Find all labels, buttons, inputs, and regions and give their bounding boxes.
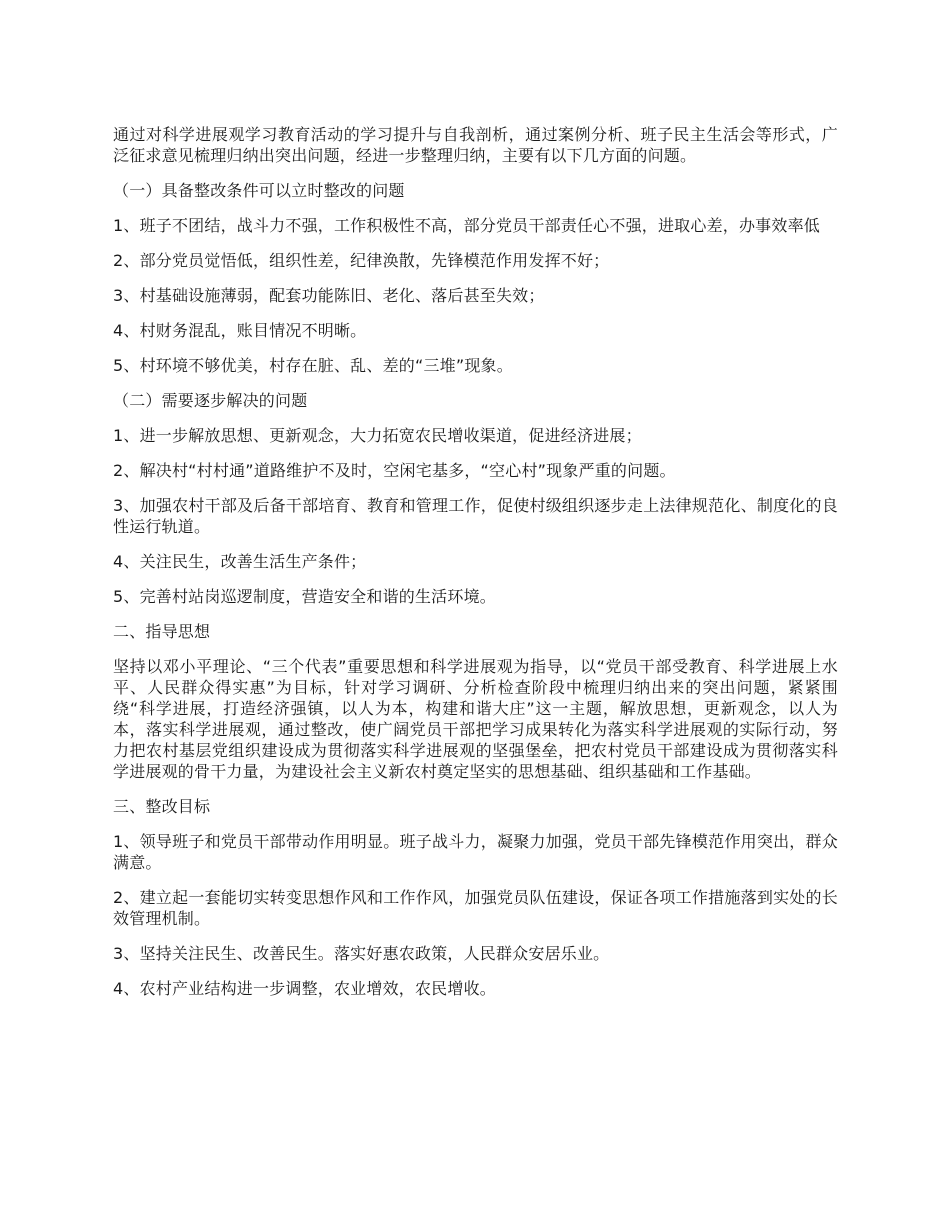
heading-rectification-goals: 三、整改目标 xyxy=(113,797,211,816)
heading-guiding-ideology: 二、指导思想 xyxy=(113,622,211,641)
list-item: 1、领导班子和党员干部带动作用明显。班子战斗力，凝聚力加强，党员干部先锋模范作用突出，群众满意。 xyxy=(113,832,838,872)
document-body xyxy=(113,124,838,1013)
guiding-ideology-paragraph: 坚持以邓小平理论、“三个代表”重要思想和科学进展观为指导，以“党员干部受教育、科学进展上水平、人民群众得实惠”为目标，针对学习调研、分析检查阶段中梳理归纳出来的突出问题，紧紧围绕“科学进展，打造经济强镇，以人为本，构建和谐大庄”这一主题，解放思想，更新观念，以人为本，落实科学进展观，通过整改，使广阔党员干部把学习成果转化为落实科学进展观的实际行动，努力把农村基层党组织建设成为贯彻落实科学进展观的坚强堡垒，把农村党员干部建设成为贯彻落实科学进展观的骨干力量，为建设社会主义新农村奠定坚实的思想基础、组织基础和工作基础。 xyxy=(113,657,838,781)
list-item: 5、完善村站岗巡逻制度，营造安全和谐的生活环境。 xyxy=(113,587,496,606)
list-item: 4、村财务混乱，账目情况不明晰。 xyxy=(113,321,367,340)
list-item: 2、部分党员觉悟低，组织性差，纪律涣散，先锋模范作用发挥不好； xyxy=(113,251,610,270)
list-item: 2、解决村“村村通”道路维护不及时，空闲宅基多，“空心村”现象严重的问题。 xyxy=(113,461,676,480)
list-item: 3、村基础设施薄弱，配套功能陈旧、老化、落后甚至失效； xyxy=(113,286,545,305)
section-heading-2: （二）需要逐步解决的问题 xyxy=(113,391,308,410)
list-item: 3、坚持关注民生、改善民生。落实好惠农政策，人民群众安居乐业。 xyxy=(113,944,610,963)
section-heading-1: （一）具备整改条件可以立时整改的问题 xyxy=(113,181,405,200)
list-item: 2、建立起一套能切实转变思想作风和工作作风，加强党员队伍建设，保证各项工作措施落到实处的长效管理机制。 xyxy=(113,888,838,928)
list-item: 4、农村产业结构进一步调整，农业增效，农民增收。 xyxy=(113,979,496,998)
list-item: 1、班子不团结，战斗力不强，工作积极性不高，部分党员干部责任心不强，进取心差，办事效率低 xyxy=(113,216,820,235)
list-item: 3、加强农村干部及后备干部培育、教育和管理工作，促使村级组织逐步走上法律规范化、制度化的良性运行轨道。 xyxy=(113,496,838,536)
list-item: 1、进一步解放思想、更新观念，大力拓宽农民增收渠道，促进经济进展； xyxy=(113,426,642,445)
list-item: 5、村环境不够优美，村存在脏、乱、差的“三堆”现象。 xyxy=(113,356,513,375)
list-item: 4、关注民生，改善生活生产条件； xyxy=(113,552,367,571)
intro-paragraph: 通过对科学进展观学习教育活动的学习提升与自我剖析，通过案例分析、班子民主生活会等形式，广泛征求意见梳理归纳出突出问题，经进一步整理归纳，主要有以下几方面的问题。 xyxy=(113,125,838,165)
